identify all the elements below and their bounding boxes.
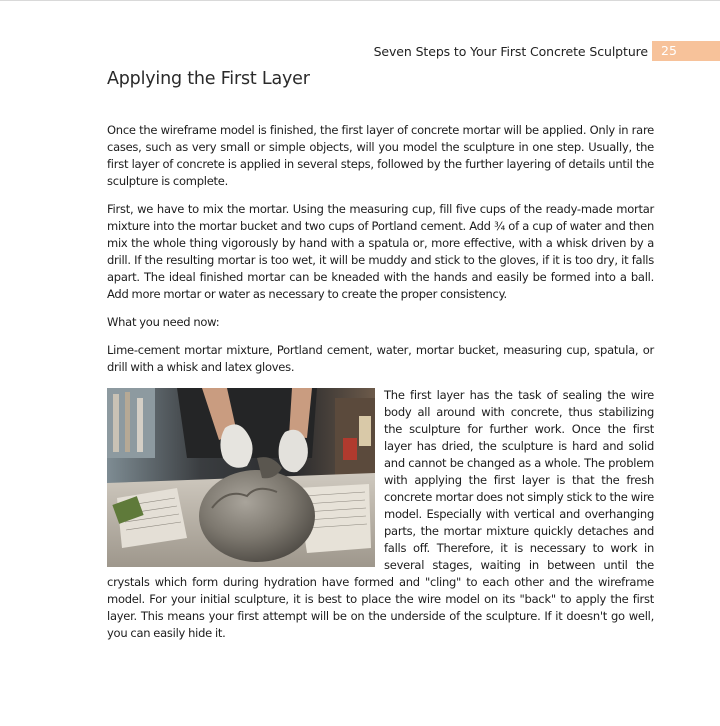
sculpting-photo-image (107, 388, 375, 567)
top-rule (0, 0, 720, 1)
section-heading: Applying the First Layer (107, 69, 310, 89)
running-title: Seven Steps to Your First Concrete Sculpture (373, 43, 648, 59)
page-number: 25 (652, 41, 720, 61)
sculpting-photo (107, 388, 375, 567)
paragraph-mixing: First, we have to mix the mortar. Using the measuring cup, fill five cups of the ready-made mortar mixture into the mortar bucket and two cups of Portland cement. Add ¾ of a cup of water and then mix the whole thing vigorously by hand with a spatula or, more effective, with a whisk driven by a drill. If the resulting mortar is too wet, it will be muddy and stick to the gloves, if it is too dry, it falls apart. The ideal finished mortar can be kneaded with the hands and easily be formed into a ball. Add more mortar or water as necessary to create the proper consistency. (107, 202, 654, 301)
needs-list: Lime-cement mortar mixture, Portland cement, water, mortar bucket, measuring cup, spatula, or drill with a whisk and latex gloves. (107, 343, 654, 374)
paragraph-intro: Once the wireframe model is finished, the first layer of concrete mortar will be applied. Only in rare cases, such as very small or simple objects, will you model the sculpture in one step. Usually, the first layer of concrete is applied in several steps, followed by the further layering of details until the sculpture is complete. (107, 123, 654, 188)
body-text (107, 122, 654, 653)
needs-label: What you need now: (107, 315, 220, 329)
paragraph-first-layer: The first layer has the task of sealing the wire body all around with concrete, thus stabilizing the sculpture for further work. Once the first layer has dried, the sculpture is hard and solid and cannot be changed as a whole. The problem with applying the first layer is that the fresh concrete mortar does not simply stick to the wire model. Especially with vertical and overhanging parts, the mortar mixture quickly detaches and falls off. Therefore, it is necessary to work in several stages, waiting in between until the crystals which form during hydration have formed and "cling" to each other and the wireframe model. For your initial sculpture, it is best to place the wire model on its "back" to apply the first layer. This means your first attempt will be on the underside of the sculpture. If it doesn't go well, you can easily hide it. (107, 388, 654, 640)
running-header (374, 41, 720, 61)
